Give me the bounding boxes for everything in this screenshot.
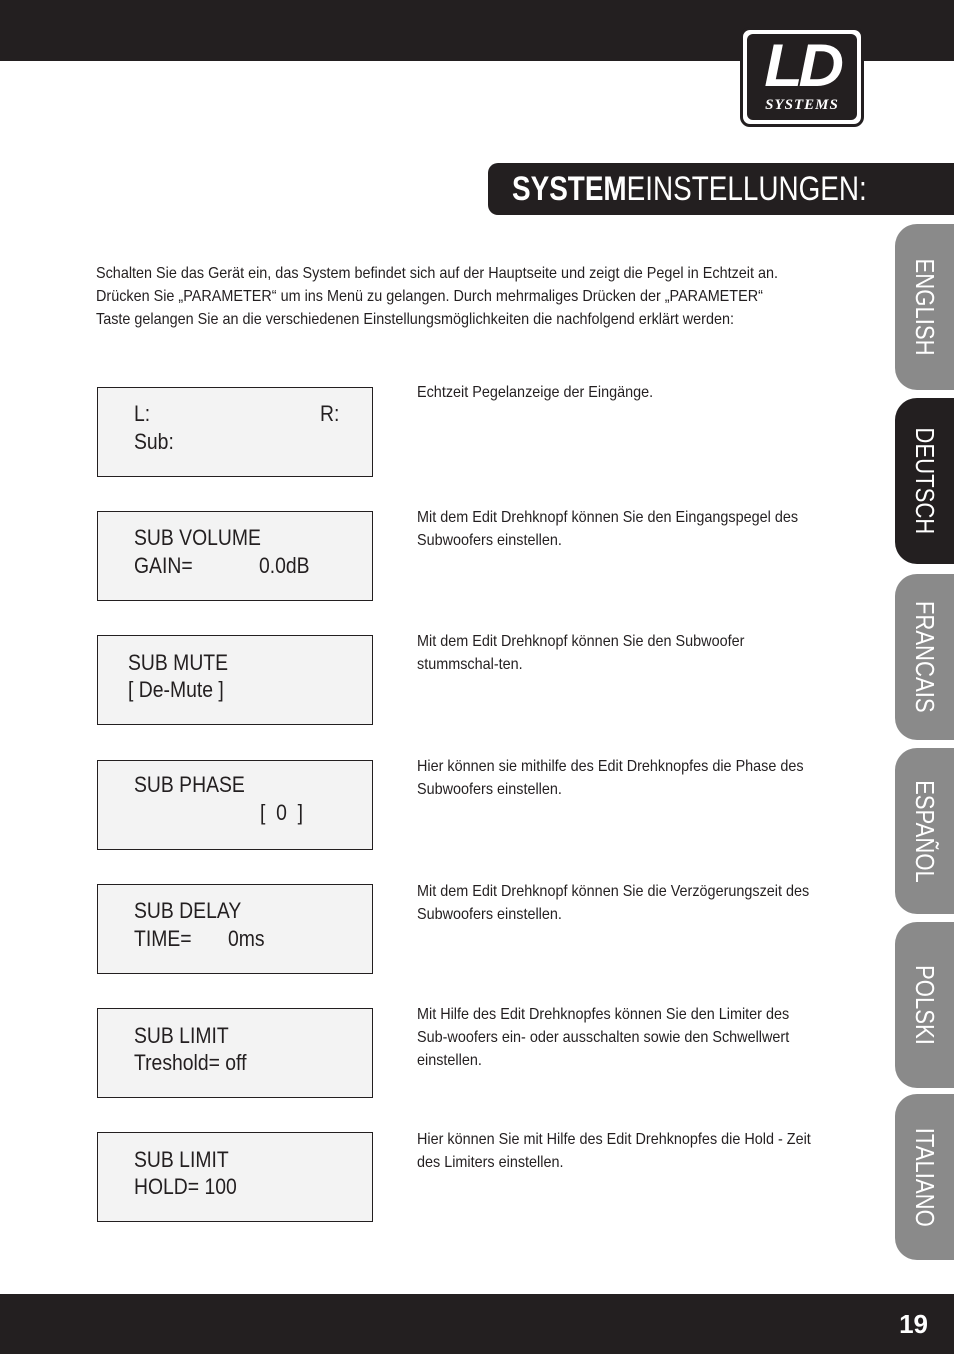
logo-ld-text: LD: [764, 32, 840, 99]
tab-polski[interactable]: [895, 922, 954, 1088]
tab-italiano[interactable]: [895, 1094, 954, 1260]
lcd-line-title: SUB DELAY: [134, 898, 242, 923]
lcd-line-title: SUB PHASE: [134, 772, 245, 797]
description-level: Echtzeit Pegelanzeige der Eingänge.: [417, 384, 654, 401]
lcd-line-title: SUB VOLUME: [134, 525, 261, 550]
lcd-line-value: Treshold= off: [134, 1050, 247, 1075]
lcd-line-label: GAIN=: [134, 553, 193, 578]
bottom-bar: [0, 1294, 954, 1354]
lcd-display-sub-mute: [97, 635, 373, 725]
lcd-line-value: HOLD= 100: [134, 1174, 237, 1199]
tab-label: ESPAÑOL: [910, 779, 940, 883]
ld-systems-logo: [740, 27, 864, 127]
lcd-line-title: SUB LIMIT: [134, 1147, 229, 1172]
logo-systems-text: SYSTEMS: [765, 97, 839, 113]
lcd-line-left: L:: [134, 401, 151, 426]
tab-label: POLSKI: [910, 965, 940, 1045]
lcd-display-sub-limit-threshold: [97, 1008, 373, 1098]
lcd-display-level: [97, 387, 373, 477]
section-heading-text: [512, 168, 867, 210]
lcd-line-label: TIME=: [134, 926, 192, 951]
tab-english[interactable]: [895, 224, 954, 390]
heading-bold-part: SYSTEM: [512, 170, 627, 208]
tab-label: ENGLISH: [910, 258, 940, 356]
page-number: 19: [899, 1309, 928, 1339]
tab-label: FRANCAIS: [910, 601, 940, 713]
tab-label: ITALIANO: [910, 1127, 940, 1227]
lcd-line-value: 0ms: [228, 926, 265, 951]
tab-francais[interactable]: [895, 574, 954, 740]
description-sub-delay: Mit dem Edit Drehknopf können Sie die Verzögerungszeit des Subwoofers einstellen.: [417, 883, 810, 923]
description-sub-limit-hold: Hier können Sie mit Hilfe des Edit Drehknopfes die Hold - Zeit des Limiters einstellen.: [417, 1131, 811, 1171]
lcd-display-sub-limit-hold: [97, 1132, 373, 1222]
description-sub-mute: Mit dem Edit Drehknopf können Sie den Subwoofer stummschal-ten.: [417, 633, 745, 673]
description-sub-phase: Hier können sie mithilfe des Edit Drehknopfes die Phase des Subwoofers einstellen.: [417, 758, 804, 798]
lcd-line-title: SUB MUTE: [128, 650, 229, 675]
section-heading: [488, 163, 954, 215]
logo-background: [747, 34, 857, 120]
tab-deutsch[interactable]: [895, 398, 954, 564]
lcd-display-sub-delay: [97, 884, 373, 974]
lcd-line-sub: Sub:: [134, 429, 174, 454]
lcd-line-value: [ De-Mute ]: [128, 677, 224, 702]
lcd-line-right: R:: [320, 401, 340, 426]
lcd-display-sub-phase: [97, 760, 373, 850]
lcd-line-value: 0.0dB: [259, 553, 310, 578]
intro-paragraph: Schalten Sie das Gerät ein, das System befindet sich auf der Hauptseite und zeigt die Pegel in Echtzeit an. Drücken Sie „PARAMETER“ um ins Menü zu gelangen. Durch mehrmaliges Drücken der „PARAMETER“ Taste gelangen Sie an die verschiedenen Einstellungsmöglichkeiten die nachfolgend erklärt werden:: [96, 265, 779, 328]
heading-regular-part: EINSTELLUNGEN:: [626, 170, 867, 208]
tab-espanol[interactable]: [895, 748, 954, 914]
description-sub-volume: Mit dem Edit Drehknopf können Sie den Eingangspegel des Subwoofers einstellen.: [417, 509, 799, 549]
lcd-line-value: [ 0 ]: [260, 800, 304, 825]
lcd-display-sub-volume: [97, 511, 373, 601]
description-sub-limit-threshold: Mit Hilfe des Edit Drehknopfes können Sie den Limiter des Sub-woofers ein- oder ausschalten sowie den Schwellwert einstellen.: [417, 1006, 790, 1069]
tab-label: DEUTSCH: [910, 427, 940, 535]
lcd-line-title: SUB LIMIT: [134, 1023, 229, 1048]
